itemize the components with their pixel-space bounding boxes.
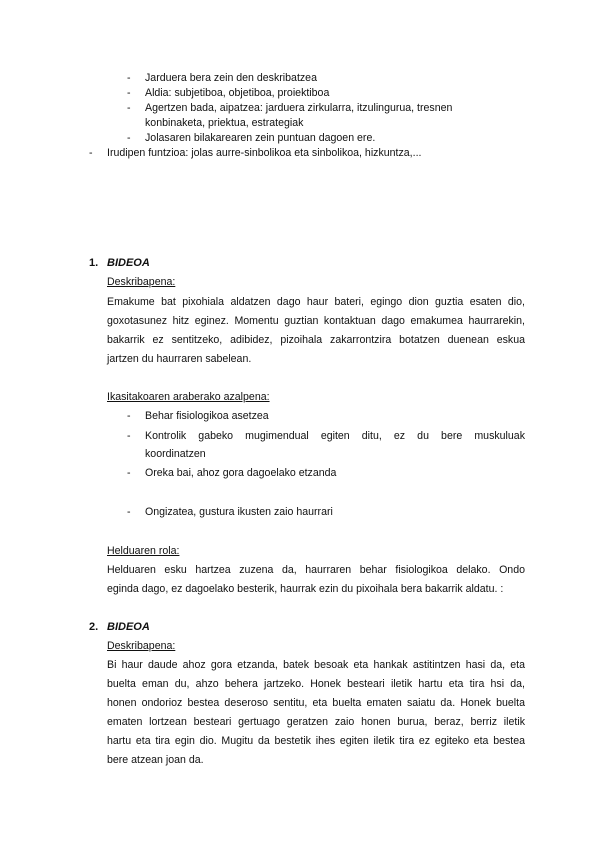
list-dash: -: [127, 102, 131, 114]
section-title: BIDEOA: [107, 621, 150, 633]
list-item: Oreka bai, ahoz gora dagoelako etzanda: [145, 467, 337, 479]
list-item: Agertzen bada, aipatzea: jarduera zirkularra, itzulingurua, tresnen: [145, 102, 453, 114]
list-dash: -: [127, 410, 131, 422]
paragraph-line: Bi haur daude ahoz gora etzanda, batek besoak eta hankak astitintzen hasi da, eta: [107, 659, 525, 671]
paragraph-line: hartu eta tira egin dio. Mugitu da bestetik ihes egiten iletik tira ez egiteko eta bestea: [107, 735, 525, 747]
list-dash: -: [127, 72, 131, 84]
list-dash: -: [127, 430, 131, 442]
list-item: Aldia: subjetiboa, objetiboa, proiektiboa: [145, 87, 330, 99]
adult-role-label: Helduaren rola:: [107, 545, 180, 557]
section-number: 2.: [89, 621, 99, 633]
paragraph-line: Emakume bat pixohiala aldatzen dago haur bateri, egingo dion guztia esaten dio,: [107, 296, 525, 308]
description-label: Deskribapena:: [107, 276, 176, 288]
description-label: Deskribapena:: [107, 640, 176, 652]
list-item-continuation: konbinaketa, priektua, estrategiak: [145, 117, 304, 129]
student-explanation-label: Ikasitakoaren araberako azalpena:: [107, 391, 270, 403]
paragraph-line: jartzen du haurraren sabelean.: [107, 353, 252, 365]
paragraph-line: eginda dago, ez dagoelako besterik, haurrak ezin du pixoihala bera bakarrik aldatu. :: [107, 583, 504, 595]
list-dash: -: [89, 147, 93, 159]
list-item: Jarduera bera zein den deskribatzea: [145, 72, 317, 84]
list-item: Kontrolik gabeko mugimendual egiten ditu, ez du bere muskuluak: [145, 430, 525, 442]
list-item: Behar fisiologikoa asetzea: [145, 410, 269, 422]
section-number: 1.: [89, 257, 99, 269]
list-dash: -: [127, 506, 131, 518]
list-dash: -: [127, 467, 131, 479]
paragraph-line: bakarrik ez sentitzeko, adibidez, pizoihala zakarrontzira botatzen duenean eskua: [107, 334, 525, 346]
list-item: Ongizatea, gustura ikusten zaio haurrari: [145, 506, 333, 518]
paragraph-line: Helduaren esku hartzea zuzena da, haurraren behar fisiologikoa delako. Ondo: [107, 564, 525, 576]
list-dash: -: [127, 87, 131, 99]
list-item-main: Irudipen funtzioa: jolas aurre-sinbolikoa eta sinbolikoa, hizkuntza,...: [107, 147, 422, 159]
list-dash: -: [127, 132, 131, 144]
paragraph-line: goxotasunez hitz eginez. Momentu guztian kontaktuan dago emakumea haurrarekin,: [107, 315, 525, 327]
paragraph-line: buelta eman du, ahzo behera jartzeko. Honek besteari iletik hartu eta tira hsi da,: [107, 678, 525, 690]
paragraph-line: honen ondorioz bestea deseroso sentitu, eta buelta ematen saiatu da. Honek buelta: [107, 697, 525, 709]
list-item-continuation: koordinatzen: [145, 448, 206, 460]
paragraph-line: ematen lortzean besteari gertuago geratzen zaio honen burua, beraz, berriz iletik: [107, 716, 525, 728]
list-item: Jolasaren bilakarearen zein puntuan dagoen ere.: [145, 132, 376, 144]
section-title: BIDEOA: [107, 257, 150, 269]
paragraph-line: bere atzean joan da.: [107, 754, 204, 766]
